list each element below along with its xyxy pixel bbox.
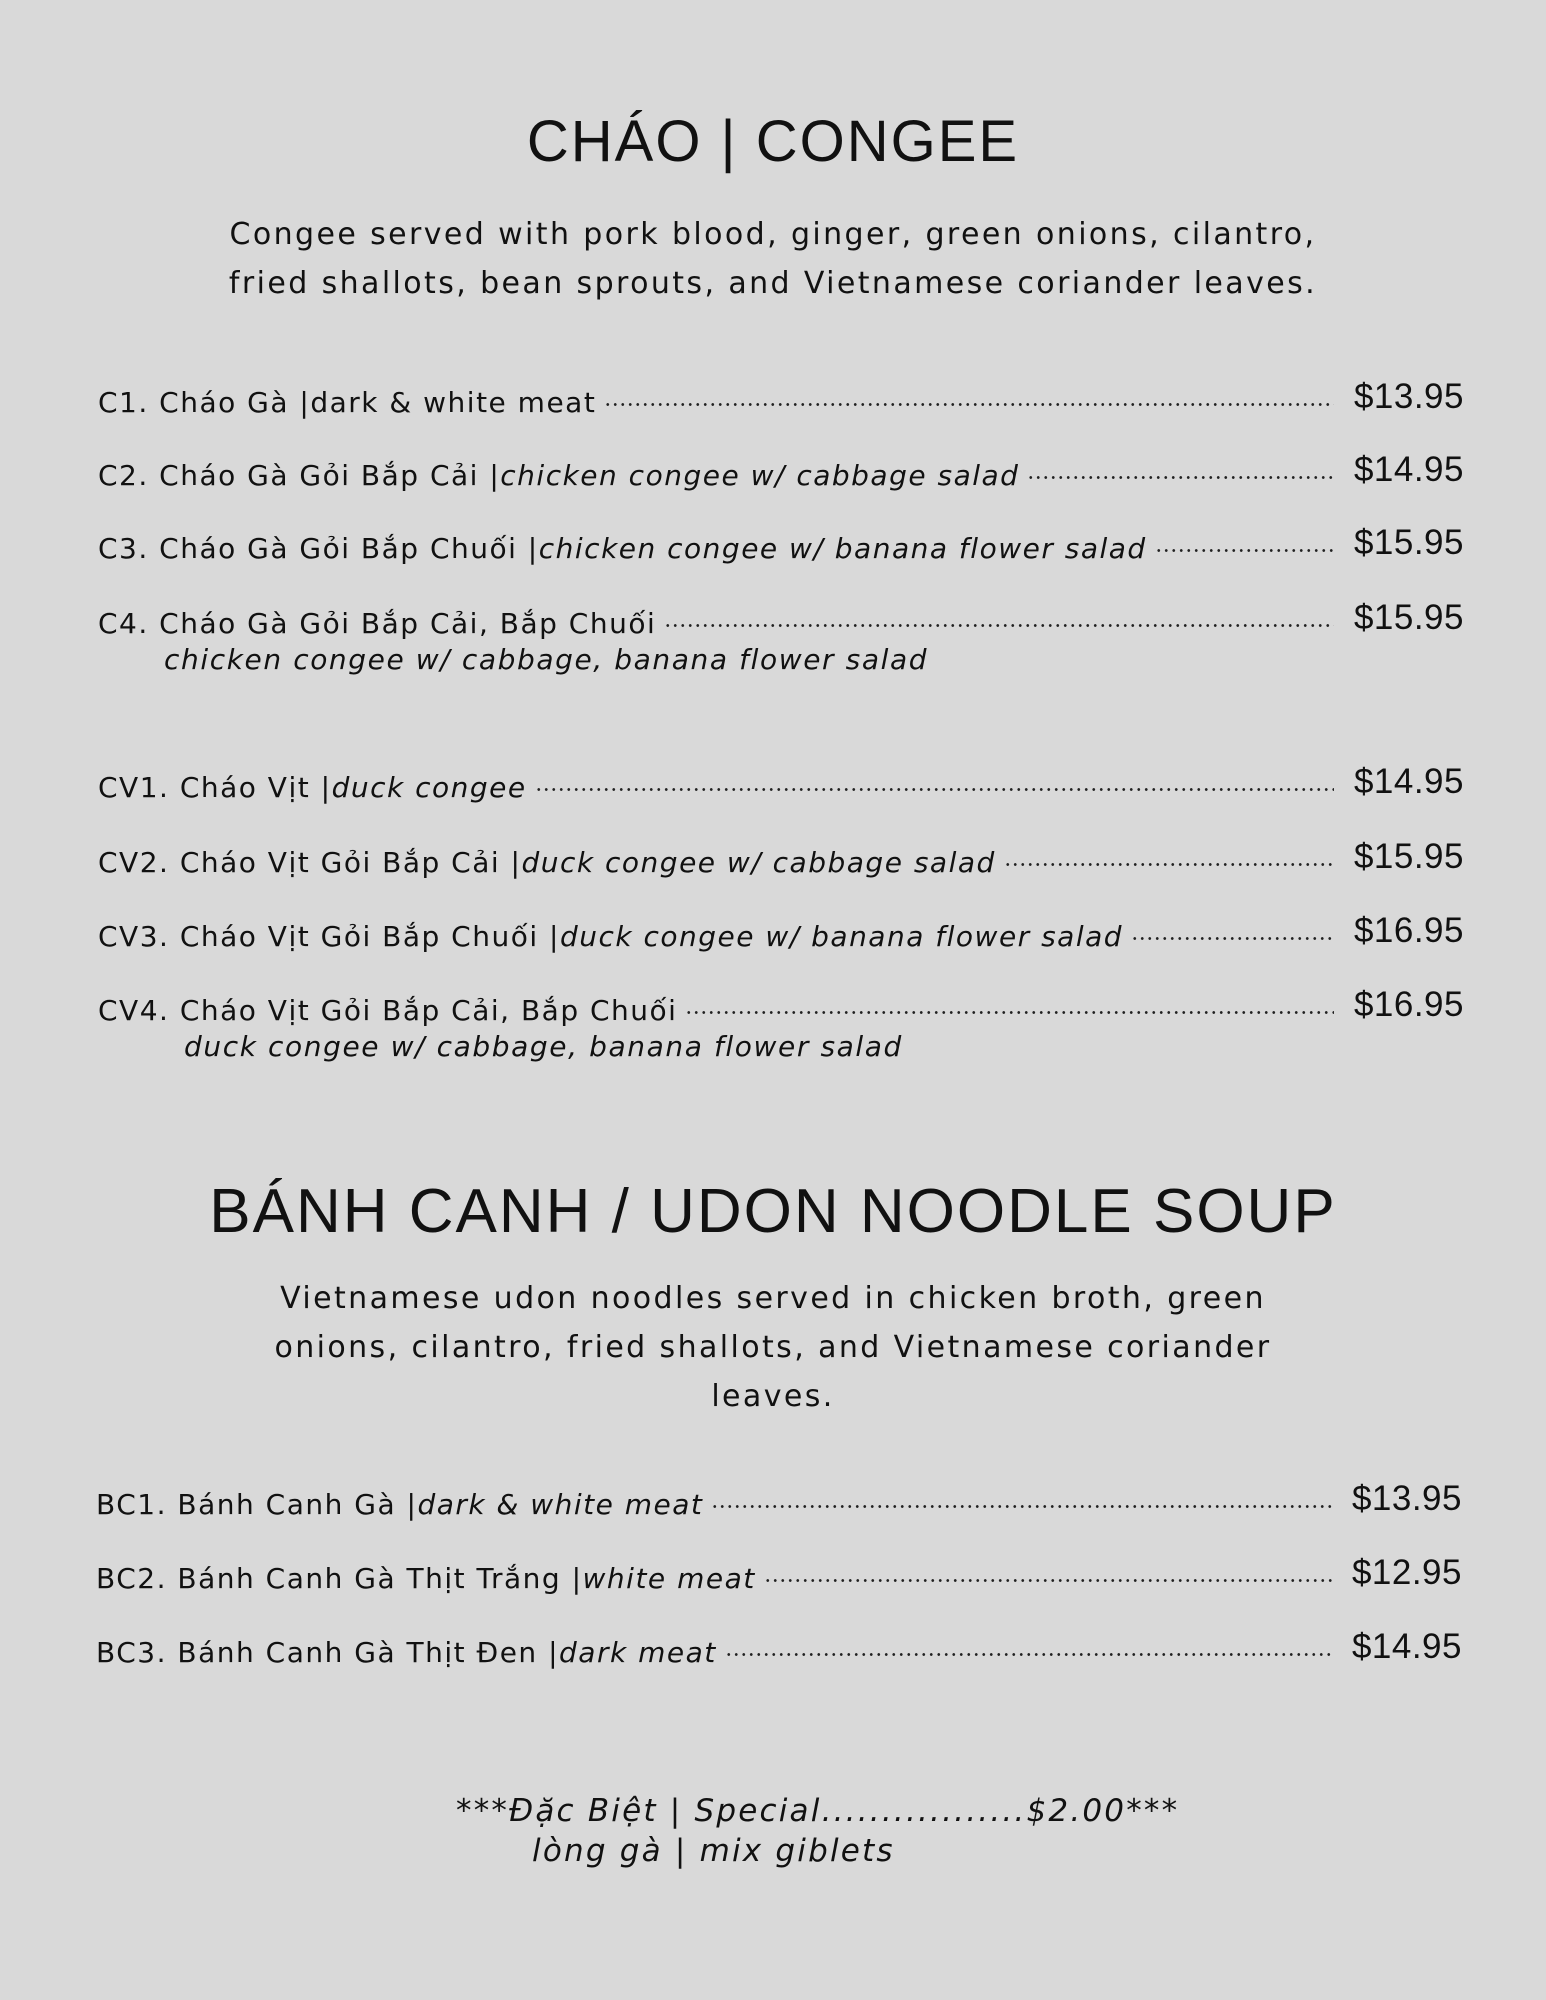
item-description: dark & white meat <box>417 1488 704 1521</box>
menu-item-c1 <box>98 378 1464 418</box>
item-price: $14.95 <box>1353 762 1464 801</box>
banh-canh-description-line: leaves. <box>711 1379 835 1414</box>
menu-item-c2 <box>98 451 1464 491</box>
special-line: ***Đặc Biệt | Special.................$2.00*** <box>456 1793 1180 1829</box>
dot-leader <box>664 599 1334 633</box>
item-price: $14.95 <box>1353 450 1464 489</box>
dot-leader <box>535 763 1334 797</box>
menu-item-bc1 <box>96 1480 1462 1520</box>
item-name: BC1. Bánh Canh Gà | <box>96 1488 418 1521</box>
item-price: $13.95 <box>1353 377 1464 416</box>
item-price: $16.95 <box>1353 911 1464 950</box>
menu-item-c3 <box>98 524 1464 564</box>
item-description: duck congee <box>331 771 527 804</box>
item-subtitle: chicken congee w/ cabbage, banana flower salad <box>164 643 929 676</box>
item-name: CV1. Cháo Vịt | <box>98 771 332 804</box>
menu-item-bc2 <box>96 1554 1462 1594</box>
dot-leader <box>725 1628 1332 1662</box>
congee-section-title: CHÁO | CONGEE <box>526 109 1020 174</box>
item-name: C1. Cháo Gà | <box>98 386 311 419</box>
item-description: dark & white meat <box>310 386 597 419</box>
item-price: $14.95 <box>1351 1627 1462 1666</box>
item-description: chicken congee w/ cabbage salad <box>500 459 1020 492</box>
dot-leader <box>1131 912 1334 946</box>
dot-leader <box>711 1480 1332 1514</box>
congee-description <box>0 210 1546 308</box>
item-description: duck congee w/ cabbage salad <box>521 846 996 879</box>
banh-canh-description-line: Vietnamese udon noodles served in chicken broth, green <box>280 1281 1266 1316</box>
item-name: C3. Cháo Gà Gỏi Bắp Chuối | <box>98 532 539 565</box>
item-name: CV3. Cháo Vịt Gỏi Bắp Chuối | <box>98 920 560 953</box>
menu-item-cv1 <box>98 763 1464 803</box>
dot-leader <box>604 378 1334 412</box>
congee-description-line: Congee served with pork blood, ginger, green onions, cilantro, <box>229 217 1317 252</box>
banh-canh-description-line: onions, cilantro, fried shallots, and Vietnamese coriander <box>274 1330 1272 1365</box>
congee-description-line: fried shallots, bean sprouts, and Vietnamese coriander leaves. <box>228 266 1318 301</box>
menu-item-cv4 <box>98 985 1464 1063</box>
item-description: chicken congee w/ banana flower salad <box>538 532 1147 565</box>
item-description: dark meat <box>559 1636 717 1669</box>
item-name: CV2. Cháo Vịt Gỏi Bắp Cải | <box>98 846 522 879</box>
item-price: $15.95 <box>1353 598 1464 637</box>
dot-leader <box>1027 451 1334 485</box>
dot-leader <box>685 986 1333 1020</box>
banh-canh-description <box>0 1274 1546 1421</box>
menu-item-cv2 <box>98 838 1464 878</box>
item-name: CV4. Cháo Vịt Gỏi Bắp Cải, Bắp Chuối <box>98 994 678 1027</box>
item-price: $13.95 <box>1351 1479 1462 1518</box>
special-line: lòng gà | mix giblets <box>532 1833 895 1869</box>
menu-item-cv3 <box>98 912 1464 952</box>
dot-leader <box>1155 524 1334 558</box>
item-description: duck congee w/ banana flower salad <box>559 920 1124 953</box>
menu-item-c4 <box>98 598 1464 676</box>
dot-leader <box>764 1554 1332 1588</box>
item-name: BC3. Bánh Canh Gà Thịt Đen | <box>96 1636 560 1669</box>
banh-canh-section-title: BÁNH CANH / UDON NOODLE SOUP <box>209 1177 1337 1246</box>
item-price: $12.95 <box>1351 1553 1462 1592</box>
item-name: BC2. Bánh Canh Gà Thịt Trắng | <box>96 1562 583 1595</box>
menu-item-bc3 <box>96 1628 1462 1668</box>
item-price: $15.95 <box>1353 837 1464 876</box>
item-subtitle: duck congee w/ cabbage, banana flower salad <box>184 1030 903 1063</box>
item-name: C2. Cháo Gà Gỏi Bắp Cải | <box>98 459 501 492</box>
item-price: $15.95 <box>1353 523 1464 562</box>
item-price: $16.95 <box>1353 985 1464 1024</box>
item-description: white meat <box>582 1562 756 1595</box>
item-name: C4. Cháo Gà Gỏi Bắp Cải, Bắp Chuối <box>98 607 657 640</box>
dot-leader <box>1004 838 1334 872</box>
